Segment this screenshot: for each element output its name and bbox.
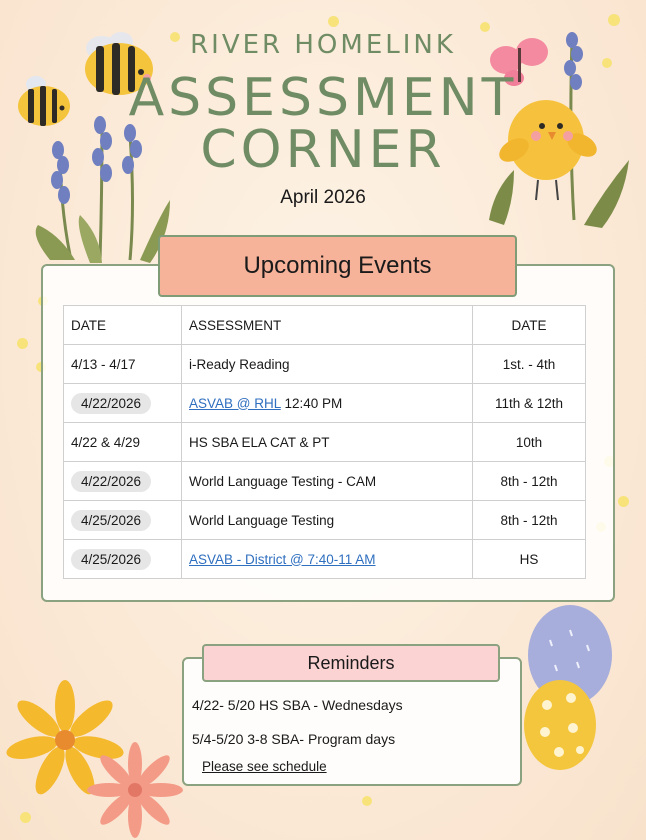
- table-row: [64, 345, 586, 384]
- date-text: 4/13 - 4/17: [71, 356, 136, 372]
- date-chip: 4/22/2026: [71, 393, 151, 414]
- grade-cell: HS: [473, 540, 586, 579]
- grade-cell: 8th - 12th: [473, 462, 586, 501]
- decor-dot: [328, 16, 339, 27]
- assessment-cell: i-Ready Reading: [182, 345, 473, 384]
- assessment-cell: HS SBA ELA CAT & PT: [182, 423, 473, 462]
- date-cell: [64, 423, 182, 462]
- date-cell: [64, 501, 182, 540]
- date-cell: [64, 384, 182, 423]
- column-header-assessment: ASSESSMENT: [182, 306, 473, 345]
- yellow-egg-icon: [524, 680, 596, 770]
- assessment-cell: [182, 384, 473, 423]
- table-row: [64, 462, 586, 501]
- date-cell: [64, 462, 182, 501]
- reminder-item: 5/4-5/20 3-8 SBA- Program days: [192, 731, 396, 747]
- date-chip: 4/22/2026: [71, 471, 151, 492]
- assessment-cell: World Language Testing: [182, 501, 473, 540]
- decor-dot: [20, 812, 31, 823]
- table-row: [64, 384, 586, 423]
- date-chip: 4/25/2026: [71, 549, 151, 570]
- date-chip: 4/25/2026: [71, 510, 151, 531]
- grade-cell: 11th & 12th: [473, 384, 586, 423]
- date-cell: [64, 345, 182, 384]
- schedule-link[interactable]: Please see schedule: [202, 759, 327, 774]
- newsletter-date: April 2026: [280, 187, 366, 208]
- asvab-district-link[interactable]: ASVAB - District @ 7:40-11 AM: [189, 551, 376, 567]
- grade-cell: 8th - 12th: [473, 501, 586, 540]
- decor-dot: [618, 496, 629, 507]
- date-text: 4/22 & 4/29: [71, 434, 141, 450]
- date-cell: [64, 540, 182, 579]
- table-row: [64, 501, 586, 540]
- column-header-date: DATE: [64, 306, 182, 345]
- page-title-line-1: ASSESSMENT: [128, 68, 518, 128]
- asvab-rhl-link[interactable]: ASVAB @ RHL: [189, 395, 281, 411]
- daisy-flowers-illustration: [5, 680, 185, 840]
- events-table: [63, 305, 586, 579]
- grade-cell: 10th: [473, 423, 586, 462]
- assessment-cell: World Language Testing - CAM: [182, 462, 473, 501]
- table-row: [64, 540, 586, 579]
- events-heading: Upcoming Events: [158, 235, 517, 297]
- assessment-cell: [182, 540, 473, 579]
- easter-eggs-illustration: [515, 600, 615, 780]
- reminders-heading: Reminders: [202, 644, 500, 682]
- table-row: [64, 423, 586, 462]
- assessment-time: 12:40 PM: [280, 395, 343, 411]
- grade-cell: 1st. - 4th: [473, 345, 586, 384]
- column-header-grade: DATE: [473, 306, 586, 345]
- decor-dot: [362, 796, 372, 806]
- organization-name: RIVER HOMELINK: [190, 30, 456, 60]
- yellow-flower-icon: [5, 680, 126, 798]
- decor-dot: [608, 14, 620, 26]
- reminder-item: 4/22- 5/20 HS SBA - Wednesdays: [192, 697, 403, 713]
- table-header-row: [64, 306, 586, 345]
- pink-flower-icon: [87, 742, 183, 838]
- page-title-line-2: CORNER: [200, 120, 446, 180]
- decor-dot: [17, 338, 28, 349]
